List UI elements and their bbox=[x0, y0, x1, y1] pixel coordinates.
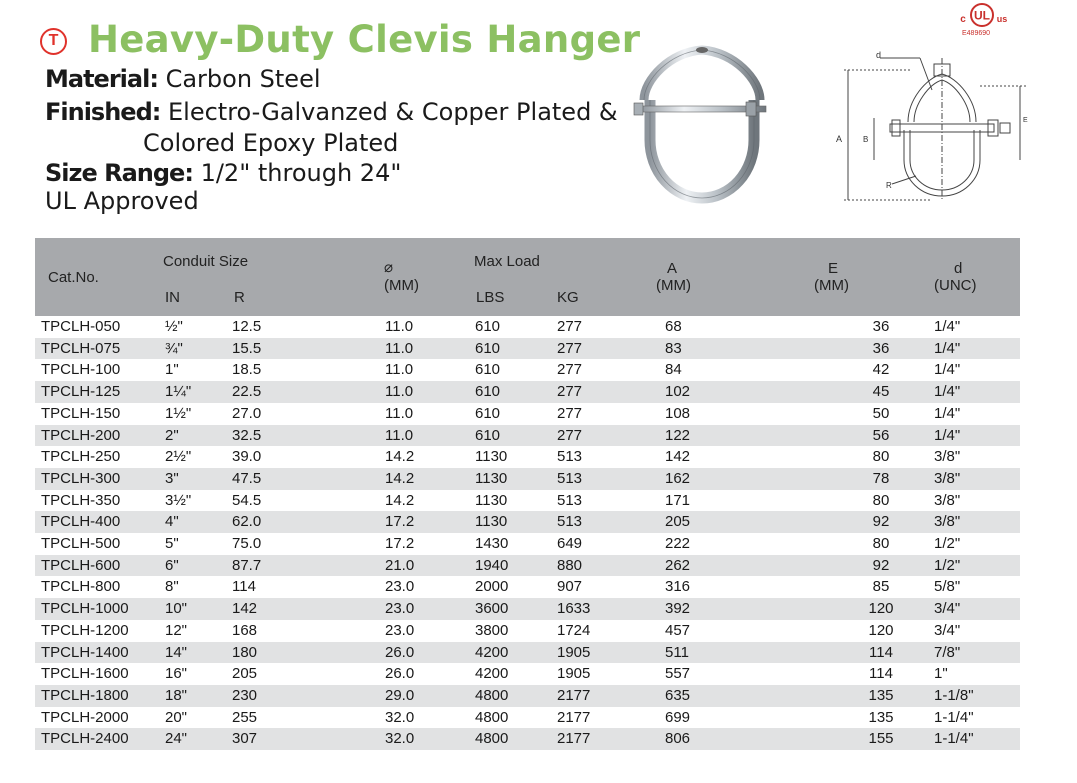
table-row bbox=[35, 620, 1020, 642]
cell-diameter: 11.0 bbox=[385, 361, 414, 379]
cell-lbs: 4800 bbox=[452, 728, 529, 750]
cell-lbs: 610 bbox=[475, 318, 501, 335]
cell-cat-no: TPCLH-1200 bbox=[41, 621, 129, 639]
cell-kg: 513 bbox=[529, 468, 639, 490]
cell-r: 142 bbox=[182, 598, 332, 620]
cell-in: 12" bbox=[165, 621, 188, 639]
cell-in: 24" bbox=[135, 728, 182, 750]
drawing-label-r: R bbox=[886, 181, 892, 190]
cell-in: 8" bbox=[165, 578, 179, 596]
col-header-r: R bbox=[182, 278, 332, 316]
finished-value-continued: Colored Epoxy Plated bbox=[143, 129, 399, 157]
diameter-unit: (MM) bbox=[384, 277, 419, 294]
cell-lbs: 4200 bbox=[475, 665, 509, 683]
table-row bbox=[35, 446, 1020, 468]
cell-diameter: 26.0 bbox=[385, 665, 415, 683]
cell-d: 3/4" bbox=[934, 598, 1020, 620]
finished-label: Finished: bbox=[45, 98, 161, 126]
drawing-label-e: E bbox=[1023, 117, 1028, 124]
cell-lbs: 3800 bbox=[475, 621, 509, 639]
cell-r: 114 bbox=[232, 578, 256, 596]
cell-e: 42 bbox=[872, 361, 890, 379]
cell-in: 1½" bbox=[165, 404, 192, 422]
cell-in: 5" bbox=[165, 535, 179, 553]
cell-d: 3/4" bbox=[934, 621, 961, 639]
ul-mark-ul: UL bbox=[974, 8, 990, 23]
ul-mark-c: c bbox=[960, 14, 966, 25]
cell-in: 14" bbox=[135, 642, 182, 664]
cell-diameter: 32.0 bbox=[385, 708, 415, 726]
cell-e: 45 bbox=[784, 381, 934, 403]
cell-d: 1/4" bbox=[934, 338, 1020, 360]
cell-a: 457 bbox=[665, 621, 691, 639]
cell-r: 39.0 bbox=[232, 448, 262, 466]
cell-r: 205 bbox=[232, 665, 258, 683]
cell-kg: 2177 bbox=[557, 708, 591, 726]
d-unit: (UNC) bbox=[934, 277, 977, 294]
cell-r: 180 bbox=[182, 642, 332, 664]
dimension-drawing bbox=[830, 50, 1035, 210]
cell-diameter: 11.0 bbox=[332, 338, 452, 360]
cell-a: 557 bbox=[665, 665, 691, 683]
finished-value: Electro-Galvanzed & Copper Plated & bbox=[168, 98, 618, 126]
cell-cat-no: TPCLH-400 bbox=[35, 511, 135, 533]
cell-cat-no: TPCLH-800 bbox=[41, 578, 121, 596]
cell-e: 78 bbox=[784, 468, 934, 490]
cell-cat-no: TPCLH-300 bbox=[35, 468, 135, 490]
cell-lbs: 2000 bbox=[475, 578, 509, 596]
cell-diameter: 11.0 bbox=[332, 381, 452, 403]
cell-d: 1/4" bbox=[934, 425, 1020, 447]
cell-r: 255 bbox=[232, 708, 258, 726]
cell-in: 2½" bbox=[165, 448, 192, 466]
cell-d: 1-1/4" bbox=[934, 708, 974, 726]
cell-r: 230 bbox=[182, 685, 332, 707]
cell-a: 699 bbox=[665, 708, 691, 726]
cell-kg: 1905 bbox=[557, 665, 591, 683]
table-row bbox=[35, 468, 1020, 490]
cell-a: 108 bbox=[665, 404, 691, 422]
table-row bbox=[35, 642, 1020, 664]
cell-in: 16" bbox=[165, 665, 188, 683]
cell-lbs: 1130 bbox=[452, 468, 529, 490]
cell-e: 36 bbox=[872, 318, 890, 335]
cell-d: 7/8" bbox=[934, 642, 1020, 664]
cell-a: 83 bbox=[639, 338, 784, 360]
cell-e: 50 bbox=[872, 404, 890, 422]
cell-cat-no: TPCLH-200 bbox=[35, 425, 135, 447]
cell-e: 56 bbox=[784, 425, 934, 447]
cell-kg: 513 bbox=[557, 448, 583, 466]
cell-r: 307 bbox=[182, 728, 332, 750]
col-header-cat-no: Cat.No. bbox=[35, 238, 135, 316]
page-title: Heavy-Duty Clevis Hanger bbox=[88, 18, 641, 61]
d-letter: d bbox=[954, 260, 963, 277]
cell-lbs: 1130 bbox=[452, 511, 529, 533]
cell-kg: 880 bbox=[529, 555, 639, 577]
cell-in: 10" bbox=[135, 598, 182, 620]
cell-d: 1/4" bbox=[934, 404, 961, 422]
table-row bbox=[35, 533, 1020, 555]
cell-cat-no: TPCLH-2000 bbox=[41, 708, 129, 726]
cell-e: 80 bbox=[872, 491, 890, 509]
cell-d: 3/8" bbox=[934, 468, 1020, 490]
table-row bbox=[35, 598, 1020, 620]
cell-in: ½" bbox=[165, 318, 183, 335]
table-row bbox=[35, 663, 1020, 685]
cell-r: 18.5 bbox=[232, 361, 262, 379]
cell-d: 1-1/4" bbox=[934, 728, 1020, 750]
cell-lbs: 610 bbox=[475, 404, 501, 422]
cell-lbs: 1130 bbox=[475, 491, 508, 509]
cell-cat-no: TPCLH-050 bbox=[41, 318, 121, 335]
cell-diameter: 17.2 bbox=[332, 511, 452, 533]
cell-r: 62.0 bbox=[182, 511, 332, 533]
cell-a: 205 bbox=[639, 511, 784, 533]
col-header-in: IN bbox=[135, 278, 182, 316]
cell-diameter: 14.2 bbox=[385, 491, 415, 509]
cell-diameter: 14.2 bbox=[385, 448, 415, 466]
finished-line bbox=[45, 97, 618, 127]
cell-kg: 2177 bbox=[529, 685, 639, 707]
cell-lbs: 1940 bbox=[452, 555, 529, 577]
drawing-label-d: d bbox=[876, 50, 882, 60]
table-row bbox=[35, 511, 1020, 533]
cell-a: 102 bbox=[639, 381, 784, 403]
cell-a: 68 bbox=[665, 318, 682, 335]
cell-kg: 1905 bbox=[529, 642, 639, 664]
cell-diameter: 29.0 bbox=[332, 685, 452, 707]
table-row bbox=[35, 381, 1020, 403]
material-label: Material: bbox=[45, 65, 158, 93]
table-row bbox=[35, 707, 1020, 729]
cell-e: 120 bbox=[868, 621, 894, 639]
cell-d: 1/2" bbox=[934, 555, 1020, 577]
cell-kg: 513 bbox=[529, 511, 639, 533]
table-row bbox=[35, 490, 1020, 512]
cell-diameter: 17.2 bbox=[385, 535, 415, 553]
table-row bbox=[35, 338, 1020, 360]
cell-d: 3/8" bbox=[934, 511, 1020, 533]
cell-r: 12.5 bbox=[232, 318, 262, 335]
cell-a: 635 bbox=[639, 685, 784, 707]
cell-lbs: 610 bbox=[475, 361, 501, 379]
a-unit: (MM) bbox=[656, 277, 691, 294]
table-row bbox=[35, 359, 1020, 381]
e-letter: E bbox=[828, 260, 839, 277]
size-range-label: Size Range: bbox=[45, 159, 193, 187]
cell-e: 155 bbox=[784, 728, 934, 750]
spec-table bbox=[35, 238, 1020, 750]
cell-e: 114 bbox=[869, 665, 893, 683]
cell-r: 87.7 bbox=[182, 555, 332, 577]
cell-kg: 277 bbox=[529, 381, 639, 403]
brand-logo-icon: T bbox=[40, 28, 67, 55]
cell-in: 6" bbox=[135, 555, 182, 577]
cell-in: 4" bbox=[135, 511, 182, 533]
cell-r: 27.0 bbox=[232, 404, 262, 422]
table-row bbox=[35, 685, 1020, 707]
cell-lbs: 1430 bbox=[475, 535, 509, 553]
cell-a: 222 bbox=[665, 535, 691, 553]
cell-a: 84 bbox=[665, 361, 682, 379]
cell-kg: 277 bbox=[557, 318, 583, 335]
cell-cat-no: TPCLH-1600 bbox=[41, 665, 129, 683]
cell-a: 392 bbox=[639, 598, 784, 620]
col-header-d bbox=[934, 238, 1020, 316]
col-header-kg: KG bbox=[529, 278, 639, 316]
cell-in: 1" bbox=[165, 361, 179, 379]
material-line bbox=[45, 64, 321, 94]
table-row bbox=[35, 728, 1020, 750]
cell-r: 15.5 bbox=[182, 338, 332, 360]
cell-in: 18" bbox=[135, 685, 182, 707]
cell-a: 262 bbox=[639, 555, 784, 577]
cell-kg: 1633 bbox=[529, 598, 639, 620]
cell-a: 511 bbox=[639, 642, 784, 664]
col-header-diameter bbox=[332, 238, 452, 316]
clevis-hanger-photo bbox=[630, 40, 775, 215]
cell-e: 36 bbox=[784, 338, 934, 360]
cell-in: 3½" bbox=[165, 491, 192, 509]
col-header-a bbox=[639, 238, 784, 316]
diameter-symbol: ⌀ bbox=[384, 259, 394, 276]
cell-r: 168 bbox=[232, 621, 258, 639]
e-unit: (MM) bbox=[814, 277, 849, 294]
table-row bbox=[35, 576, 1020, 598]
cell-diameter: 11.0 bbox=[332, 425, 452, 447]
cell-lbs: 1130 bbox=[475, 448, 508, 466]
cell-r: 32.5 bbox=[182, 425, 332, 447]
cell-diameter: 32.0 bbox=[332, 728, 452, 750]
cell-diameter: 23.0 bbox=[385, 578, 415, 596]
cell-e: 135 bbox=[784, 685, 934, 707]
cell-lbs: 4200 bbox=[452, 642, 529, 664]
cell-d: 1" bbox=[934, 665, 948, 683]
cell-d: 1/4" bbox=[934, 318, 961, 335]
cell-e: 80 bbox=[872, 535, 890, 553]
col-header-conduit-size: Conduit Size bbox=[135, 238, 332, 278]
approval-text: UL Approved bbox=[45, 187, 199, 215]
cell-lbs: 610 bbox=[452, 425, 529, 447]
cell-e: 114 bbox=[784, 642, 934, 664]
cell-e: 120 bbox=[784, 598, 934, 620]
cell-diameter: 26.0 bbox=[332, 642, 452, 664]
cell-kg: 1724 bbox=[557, 621, 591, 639]
cell-in: 2" bbox=[135, 425, 182, 447]
cell-cat-no: TPCLH-1800 bbox=[35, 685, 135, 707]
ul-file-number: E489690 bbox=[962, 30, 991, 37]
table-row bbox=[35, 403, 1020, 425]
cell-cat-no: TPCLH-350 bbox=[41, 491, 121, 509]
table-row bbox=[35, 316, 1020, 338]
cell-d: 3/8" bbox=[934, 491, 961, 509]
cell-in: ¾" bbox=[135, 338, 182, 360]
material-value: Carbon Steel bbox=[165, 65, 321, 93]
table-row bbox=[35, 425, 1020, 447]
cell-cat-no: TPCLH-250 bbox=[41, 448, 121, 466]
cell-kg: 513 bbox=[557, 491, 583, 509]
cell-d: 1/4" bbox=[934, 361, 961, 379]
cell-diameter: 21.0 bbox=[332, 555, 452, 577]
drawing-label-a: A bbox=[836, 134, 843, 144]
size-range-line bbox=[45, 158, 401, 188]
cell-r: 75.0 bbox=[232, 535, 262, 553]
cell-in: 3" bbox=[135, 468, 182, 490]
cell-e: 85 bbox=[872, 578, 890, 596]
cell-r: 47.5 bbox=[182, 468, 332, 490]
cell-cat-no: TPCLH-600 bbox=[35, 555, 135, 577]
col-header-e bbox=[784, 238, 934, 316]
cell-cat-no: TPCLH-125 bbox=[35, 381, 135, 403]
cell-a: 316 bbox=[665, 578, 691, 596]
cell-r: 22.5 bbox=[182, 381, 332, 403]
ul-certification-icon bbox=[952, 2, 1012, 44]
cell-kg: 649 bbox=[557, 535, 583, 553]
col-header-max-load: Max Load bbox=[452, 238, 639, 278]
cell-lbs: 610 bbox=[452, 338, 529, 360]
cell-d: 5/8" bbox=[934, 578, 961, 596]
cell-cat-no: TPCLH-500 bbox=[41, 535, 121, 553]
cell-e: 92 bbox=[784, 555, 934, 577]
cell-cat-no: TPCLH-075 bbox=[35, 338, 135, 360]
cell-a: 171 bbox=[665, 491, 691, 509]
cell-d: 1/4" bbox=[934, 381, 1020, 403]
cell-d: 1/2" bbox=[934, 535, 961, 553]
cell-diameter: 11.0 bbox=[385, 318, 414, 335]
cell-cat-no: TPCLH-100 bbox=[41, 361, 121, 379]
cell-diameter: 14.2 bbox=[332, 468, 452, 490]
table-row bbox=[35, 555, 1020, 577]
cell-cat-no: TPCLH-2400 bbox=[35, 728, 135, 750]
drawing-label-b: B bbox=[863, 135, 869, 144]
cell-in: 20" bbox=[165, 708, 188, 726]
cell-a: 806 bbox=[639, 728, 784, 750]
cell-e: 135 bbox=[868, 708, 894, 726]
cell-r: 54.5 bbox=[232, 491, 262, 509]
cell-e: 92 bbox=[784, 511, 934, 533]
cell-lbs: 3600 bbox=[452, 598, 529, 620]
cell-in: 1¼" bbox=[135, 381, 182, 403]
cell-d: 3/8" bbox=[934, 448, 961, 466]
cell-diameter: 11.0 bbox=[385, 404, 414, 422]
cell-kg: 277 bbox=[529, 338, 639, 360]
ul-mark-us: us bbox=[996, 14, 1008, 24]
cell-kg: 277 bbox=[557, 404, 583, 422]
cell-a: 142 bbox=[665, 448, 691, 466]
cell-cat-no: TPCLH-1000 bbox=[35, 598, 135, 620]
cell-lbs: 4800 bbox=[475, 708, 509, 726]
cell-cat-no: TPCLH-1400 bbox=[35, 642, 135, 664]
cell-diameter: 23.0 bbox=[385, 621, 415, 639]
cell-a: 122 bbox=[639, 425, 784, 447]
cell-kg: 907 bbox=[557, 578, 583, 596]
cell-diameter: 23.0 bbox=[332, 598, 452, 620]
a-letter: A bbox=[667, 260, 678, 277]
cell-kg: 2177 bbox=[529, 728, 639, 750]
cell-kg: 277 bbox=[557, 361, 583, 379]
cell-lbs: 610 bbox=[452, 381, 529, 403]
cell-cat-no: TPCLH-150 bbox=[41, 404, 121, 422]
cell-kg: 277 bbox=[529, 425, 639, 447]
cell-a: 162 bbox=[639, 468, 784, 490]
cell-lbs: 4800 bbox=[452, 685, 529, 707]
cell-d: 1-1/8" bbox=[934, 685, 1020, 707]
col-header-lbs: LBS bbox=[452, 278, 529, 316]
cell-e: 80 bbox=[872, 448, 890, 466]
size-range-value: 1/2" through 24" bbox=[200, 159, 402, 187]
